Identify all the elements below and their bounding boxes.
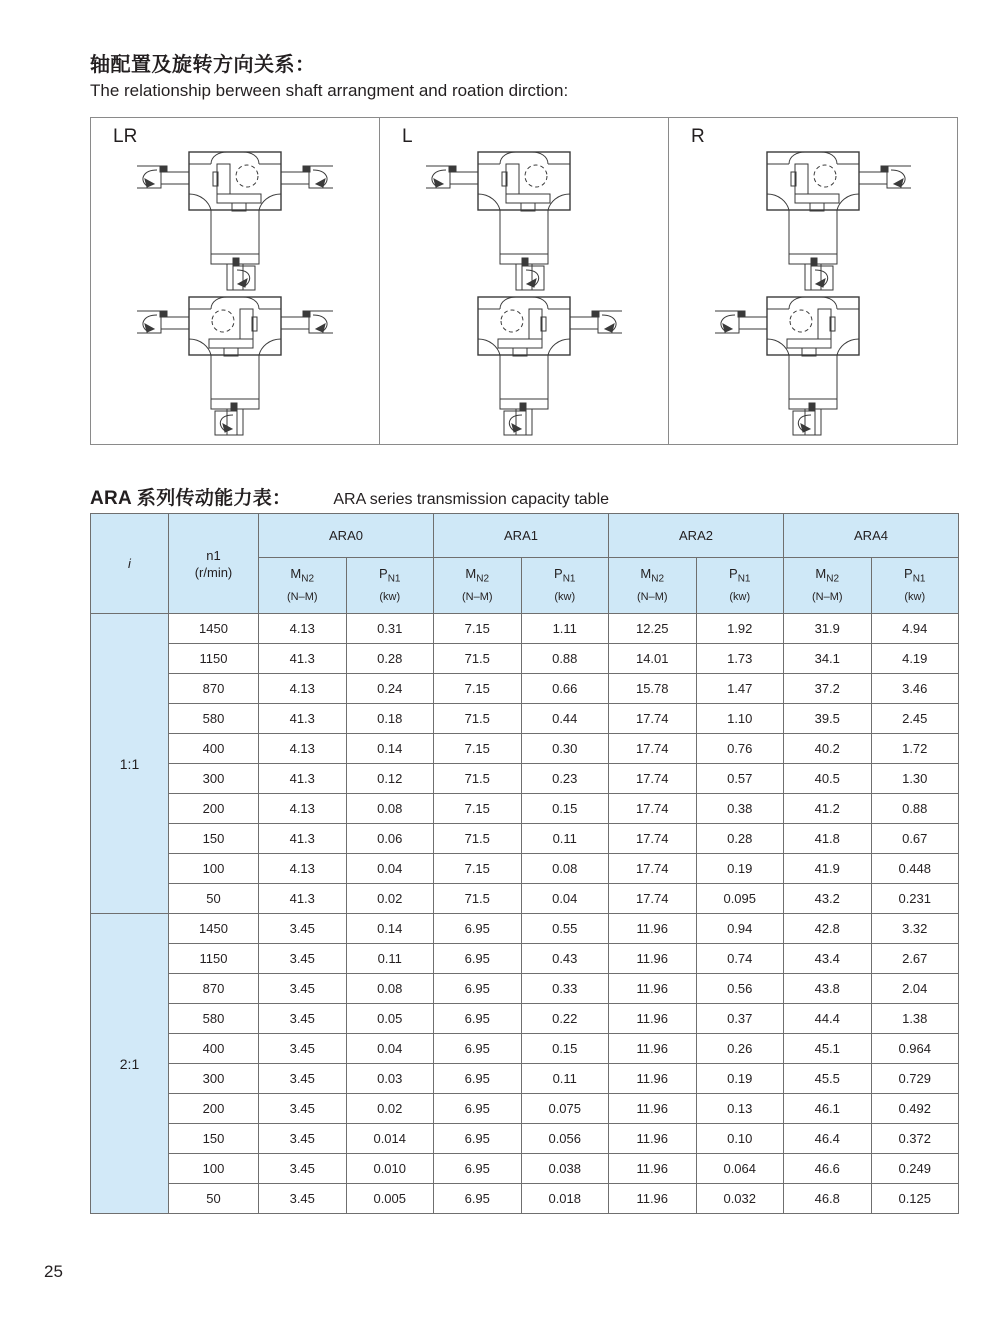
- power-cell: 0.249: [871, 1154, 959, 1184]
- table-head: [91, 514, 959, 614]
- torque-cell: 41.9: [784, 854, 872, 884]
- torque-cell: 17.74: [609, 734, 697, 764]
- speed-cell: 870: [169, 674, 259, 704]
- power-cell: 0.018: [521, 1184, 609, 1214]
- page-number: 25: [44, 1262, 63, 1281]
- transmission-capacity-table: [90, 513, 959, 1214]
- torque-cell: 39.5: [784, 704, 872, 734]
- header-speed-unit: (r/min): [194, 564, 233, 580]
- power-cell: 0.448: [871, 854, 959, 884]
- power-cell: 0.014: [346, 1124, 434, 1154]
- header-torque-ara0: $M_{N2}$ (N–M): [259, 558, 347, 614]
- torque-cell: 14.01: [609, 644, 697, 674]
- torque-cell: 71.5: [434, 884, 522, 914]
- power-cell: 0.88: [871, 794, 959, 824]
- torque-cell: 41.3: [259, 824, 347, 854]
- torque-cell: 11.96: [609, 1004, 697, 1034]
- torque-cell: 6.95: [434, 974, 522, 1004]
- table-heading-english: ARA series transmission capacity table: [333, 491, 610, 508]
- torque-cell: 41.3: [259, 764, 347, 794]
- power-cell: 2.45: [871, 704, 959, 734]
- header-speed: [169, 514, 259, 614]
- power-cell: 0.44: [521, 704, 609, 734]
- torque-cell: 6.95: [434, 914, 522, 944]
- power-cell: 0.28: [696, 824, 784, 854]
- power-cell: 0.13: [696, 1094, 784, 1124]
- torque-cell: 34.1: [784, 644, 872, 674]
- diagram-panel-label: LR: [113, 126, 138, 147]
- table-row: [91, 884, 959, 914]
- torque-cell: 6.95: [434, 1184, 522, 1214]
- power-cell: 0.33: [521, 974, 609, 1004]
- power-cell: 0.43: [521, 944, 609, 974]
- table-row: [91, 764, 959, 794]
- power-cell: 0.67: [871, 824, 959, 854]
- torque-cell: 41.3: [259, 884, 347, 914]
- heading-english: The relationship berween shaft arrangment and roation dirction:: [90, 81, 569, 100]
- torque-cell: 4.13: [259, 614, 347, 644]
- header-group-ara0: ARA0: [259, 514, 434, 558]
- torque-cell: 11.96: [609, 1034, 697, 1064]
- power-cell: 0.04: [346, 854, 434, 884]
- torque-cell: 3.45: [259, 1154, 347, 1184]
- power-cell: 0.095: [696, 884, 784, 914]
- torque-cell: 3.45: [259, 914, 347, 944]
- torque-cell: 46.4: [784, 1124, 872, 1154]
- torque-cell: 4.13: [259, 794, 347, 824]
- table-row: [91, 974, 959, 1004]
- header-torque-ara4: $M_{N2}$ (N–M): [784, 558, 872, 614]
- torque-cell: 7.15: [434, 794, 522, 824]
- speed-cell: 50: [169, 884, 259, 914]
- header-torque-ara1: $M_{N2}$ (N–M): [434, 558, 522, 614]
- torque-cell: 11.96: [609, 914, 697, 944]
- speed-cell: 100: [169, 1154, 259, 1184]
- header-power-ara1: $P_{N1}$ (kw): [521, 558, 609, 614]
- power-cell: 2.04: [871, 974, 959, 1004]
- torque-cell: 41.3: [259, 644, 347, 674]
- table-body: [91, 614, 959, 1214]
- torque-cell: 71.5: [434, 704, 522, 734]
- torque-cell: 11.96: [609, 1064, 697, 1094]
- power-cell: 0.94: [696, 914, 784, 944]
- torque-cell: 40.5: [784, 764, 872, 794]
- torque-cell: 7.15: [434, 674, 522, 704]
- diagram-panel-r: [669, 118, 957, 444]
- power-cell: 0.08: [521, 854, 609, 884]
- power-cell: 0.056: [521, 1124, 609, 1154]
- power-cell: 0.19: [696, 854, 784, 884]
- torque-cell: 42.8: [784, 914, 872, 944]
- gearbox-drawing-bottom-lr: [91, 286, 379, 436]
- power-cell: 1.72: [871, 734, 959, 764]
- power-cell: 0.010: [346, 1154, 434, 1184]
- torque-cell: 4.13: [259, 734, 347, 764]
- power-cell: 0.05: [346, 1004, 434, 1034]
- table-row: [91, 1124, 959, 1154]
- torque-cell: 17.74: [609, 794, 697, 824]
- torque-cell: 40.2: [784, 734, 872, 764]
- table-row: [91, 824, 959, 854]
- power-cell: 0.02: [346, 1094, 434, 1124]
- table-row: [91, 854, 959, 884]
- torque-cell: 11.96: [609, 1154, 697, 1184]
- table-row: [91, 1004, 959, 1034]
- power-cell: 0.14: [346, 734, 434, 764]
- power-cell: 0.06: [346, 824, 434, 854]
- power-cell: 0.03: [346, 1064, 434, 1094]
- power-cell: 0.23: [521, 764, 609, 794]
- power-cell: 1.30: [871, 764, 959, 794]
- gearbox-drawing-top-lr: [91, 146, 379, 286]
- torque-cell: 11.96: [609, 1124, 697, 1154]
- capacity-table-heading: [90, 483, 609, 510]
- power-cell: 0.032: [696, 1184, 784, 1214]
- torque-cell: 3.45: [259, 1034, 347, 1064]
- power-cell: 2.67: [871, 944, 959, 974]
- torque-cell: 6.95: [434, 944, 522, 974]
- table-row: [91, 704, 959, 734]
- power-cell: 0.24: [346, 674, 434, 704]
- torque-cell: 6.95: [434, 1124, 522, 1154]
- power-cell: 0.04: [346, 1034, 434, 1064]
- torque-cell: 7.15: [434, 614, 522, 644]
- torque-cell: 46.8: [784, 1184, 872, 1214]
- torque-cell: 71.5: [434, 824, 522, 854]
- torque-cell: 46.6: [784, 1154, 872, 1184]
- heading-chinese: 轴配置及旋转方向关系：: [90, 54, 316, 76]
- torque-cell: 71.5: [434, 644, 522, 674]
- power-cell: 0.729: [871, 1064, 959, 1094]
- table-row: [91, 644, 959, 674]
- speed-cell: 1450: [169, 614, 259, 644]
- torque-cell: 17.74: [609, 764, 697, 794]
- power-cell: 0.08: [346, 974, 434, 1004]
- torque-cell: 3.45: [259, 1124, 347, 1154]
- torque-cell: 11.96: [609, 974, 697, 1004]
- header-power-ara4: $P_{N1}$ (kw): [871, 558, 959, 614]
- table-row: [91, 944, 959, 974]
- torque-cell: 71.5: [434, 764, 522, 794]
- table-row: [91, 674, 959, 704]
- speed-cell: 580: [169, 1004, 259, 1034]
- torque-cell: 17.74: [609, 884, 697, 914]
- speed-cell: 1450: [169, 914, 259, 944]
- shaft-arrangement-heading: [90, 52, 910, 103]
- power-cell: 0.37: [696, 1004, 784, 1034]
- torque-cell: 6.95: [434, 1064, 522, 1094]
- power-cell: 0.492: [871, 1094, 959, 1124]
- power-cell: 1.10: [696, 704, 784, 734]
- ratio-cell: 1:1: [91, 614, 169, 914]
- speed-cell: 300: [169, 764, 259, 794]
- power-cell: 0.38: [696, 794, 784, 824]
- speed-cell: 150: [169, 1124, 259, 1154]
- table-header-row-groups: [91, 514, 959, 558]
- power-cell: 0.12: [346, 764, 434, 794]
- power-cell: 1.92: [696, 614, 784, 644]
- torque-cell: 45.5: [784, 1064, 872, 1094]
- power-cell: 0.064: [696, 1154, 784, 1184]
- gearbox-drawing-bottom-r: [669, 286, 957, 436]
- torque-cell: 43.4: [784, 944, 872, 974]
- power-cell: 1.11: [521, 614, 609, 644]
- power-cell: 4.19: [871, 644, 959, 674]
- speed-cell: 100: [169, 854, 259, 884]
- speed-cell: 200: [169, 794, 259, 824]
- speed-cell: 150: [169, 824, 259, 854]
- table-row: [91, 794, 959, 824]
- gearbox-drawing-top-l: [380, 146, 668, 286]
- diagram-panel-label: L: [402, 126, 413, 147]
- speed-cell: 400: [169, 1034, 259, 1064]
- speed-cell: 580: [169, 704, 259, 734]
- power-cell: 0.26: [696, 1034, 784, 1064]
- torque-cell: 3.45: [259, 1004, 347, 1034]
- header-ratio: i: [91, 514, 169, 614]
- torque-cell: 41.8: [784, 824, 872, 854]
- torque-cell: 4.13: [259, 854, 347, 884]
- power-cell: 0.66: [521, 674, 609, 704]
- torque-cell: 15.78: [609, 674, 697, 704]
- torque-cell: 45.1: [784, 1034, 872, 1064]
- torque-cell: 17.74: [609, 824, 697, 854]
- gearbox-drawing-top-r: [669, 146, 957, 286]
- torque-cell: 7.15: [434, 734, 522, 764]
- torque-cell: 37.2: [784, 674, 872, 704]
- header-power-ara2: $P_{N1}$ (kw): [696, 558, 784, 614]
- torque-cell: 3.45: [259, 1094, 347, 1124]
- power-cell: 0.11: [521, 1064, 609, 1094]
- torque-cell: 12.25: [609, 614, 697, 644]
- table-row: [91, 1184, 959, 1214]
- diagram-panel-l: [380, 118, 669, 444]
- torque-cell: 41.3: [259, 704, 347, 734]
- diagram-panel-lr: [91, 118, 380, 444]
- torque-cell: 7.15: [434, 854, 522, 884]
- diagram-panel-label: R: [691, 126, 705, 147]
- header-group-ara4: ARA4: [784, 514, 959, 558]
- power-cell: 3.32: [871, 914, 959, 944]
- torque-cell: 44.4: [784, 1004, 872, 1034]
- torque-cell: 31.9: [784, 614, 872, 644]
- speed-cell: 1150: [169, 644, 259, 674]
- power-cell: 0.11: [521, 824, 609, 854]
- header-torque-ara2: $M_{N2}$ (N–M): [609, 558, 697, 614]
- power-cell: 0.964: [871, 1034, 959, 1064]
- power-cell: 0.18: [346, 704, 434, 734]
- torque-cell: 3.45: [259, 944, 347, 974]
- power-cell: 1.73: [696, 644, 784, 674]
- power-cell: 0.22: [521, 1004, 609, 1034]
- torque-cell: 43.8: [784, 974, 872, 1004]
- power-cell: 0.11: [346, 944, 434, 974]
- torque-cell: 6.95: [434, 1154, 522, 1184]
- header-group-ara1: ARA1: [434, 514, 609, 558]
- power-cell: 0.88: [521, 644, 609, 674]
- table-row: [91, 1064, 959, 1094]
- torque-cell: 3.45: [259, 974, 347, 1004]
- power-cell: 0.04: [521, 884, 609, 914]
- speed-cell: 200: [169, 1094, 259, 1124]
- table-row: [91, 914, 959, 944]
- power-cell: 0.372: [871, 1124, 959, 1154]
- torque-cell: 11.96: [609, 1184, 697, 1214]
- power-cell: 0.231: [871, 884, 959, 914]
- power-cell: 0.28: [346, 644, 434, 674]
- torque-cell: 46.1: [784, 1094, 872, 1124]
- speed-cell: 300: [169, 1064, 259, 1094]
- speed-cell: 1150: [169, 944, 259, 974]
- table-row: [91, 614, 959, 644]
- header-power-ara0: $P_{N1}$ (kw): [346, 558, 434, 614]
- torque-cell: 43.2: [784, 884, 872, 914]
- power-cell: 1.47: [696, 674, 784, 704]
- power-cell: 0.74: [696, 944, 784, 974]
- power-cell: 0.57: [696, 764, 784, 794]
- power-cell: 0.76: [696, 734, 784, 764]
- torque-cell: 11.96: [609, 1094, 697, 1124]
- torque-cell: 17.74: [609, 704, 697, 734]
- torque-cell: 6.95: [434, 1094, 522, 1124]
- power-cell: 0.08: [346, 794, 434, 824]
- power-cell: 0.15: [521, 1034, 609, 1064]
- torque-cell: 6.95: [434, 1004, 522, 1034]
- ratio-cell: 2:1: [91, 914, 169, 1214]
- power-cell: 1.38: [871, 1004, 959, 1034]
- power-cell: 0.30: [521, 734, 609, 764]
- power-cell: 0.075: [521, 1094, 609, 1124]
- power-cell: 4.94: [871, 614, 959, 644]
- power-cell: 0.10: [696, 1124, 784, 1154]
- power-cell: 0.19: [696, 1064, 784, 1094]
- torque-cell: 11.96: [609, 944, 697, 974]
- table-row: [91, 1094, 959, 1124]
- table-heading-chinese: ARA 系列传动能力表：: [90, 488, 292, 509]
- power-cell: 3.46: [871, 674, 959, 704]
- power-cell: 0.005: [346, 1184, 434, 1214]
- table-row: [91, 1034, 959, 1064]
- power-cell: 0.31: [346, 614, 434, 644]
- torque-cell: 6.95: [434, 1034, 522, 1064]
- power-cell: 0.14: [346, 914, 434, 944]
- power-cell: 0.56: [696, 974, 784, 1004]
- power-cell: 0.125: [871, 1184, 959, 1214]
- power-cell: 0.15: [521, 794, 609, 824]
- power-cell: 0.038: [521, 1154, 609, 1184]
- torque-cell: 17.74: [609, 854, 697, 884]
- power-cell: 0.55: [521, 914, 609, 944]
- torque-cell: 3.45: [259, 1184, 347, 1214]
- torque-cell: 41.2: [784, 794, 872, 824]
- shaft-arrangement-diagram-box: [90, 117, 958, 445]
- speed-cell: 400: [169, 734, 259, 764]
- power-cell: 0.02: [346, 884, 434, 914]
- speed-cell: 870: [169, 974, 259, 1004]
- header-group-ara2: ARA2: [609, 514, 784, 558]
- speed-cell: 50: [169, 1184, 259, 1214]
- torque-cell: 3.45: [259, 1064, 347, 1094]
- table-row: [91, 734, 959, 764]
- gearbox-drawing-bottom-l: [380, 286, 668, 436]
- header-speed-symbol: n1: [206, 547, 221, 563]
- torque-cell: 4.13: [259, 674, 347, 704]
- table-row: [91, 1154, 959, 1184]
